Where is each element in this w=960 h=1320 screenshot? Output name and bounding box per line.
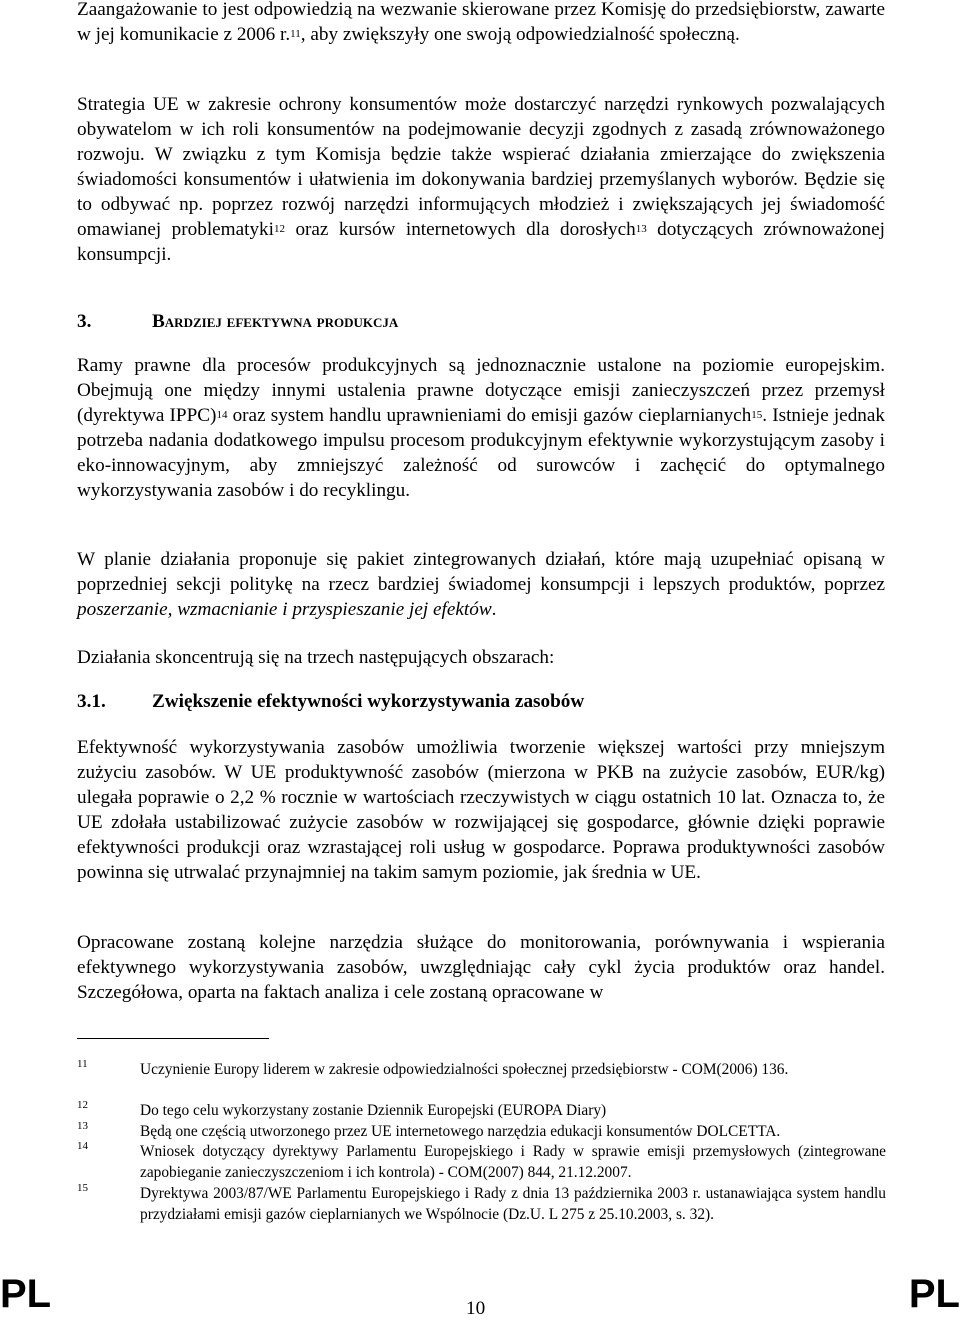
- page-number: 10: [466, 1298, 486, 1319]
- footnote-number: 11: [77, 1058, 88, 1070]
- footnote-number: 13: [77, 1120, 88, 1132]
- paragraph-text: . Istnieje jednak potrzeba nadania dodatkowego impulsu procesom produkcyjnym efektywnie wykorzystującym zasoby i eko-innowacyjnym, aby zmniejszyć zależność od surowców i zachęcić do optymalnego wykorzystywania zasobów i do recyklingu.: [77, 405, 885, 501]
- footnote-text: Do tego celu wykorzystany zostanie Dziennik Europejski (EUROPA Diary): [140, 1102, 607, 1119]
- paragraph-text: , aby zwiększyły one swoją odpowiedzialność społeczną.: [300, 24, 740, 45]
- paragraph-text: Zaangażowanie to jest odpowiedzią na wezwanie skierowane przez Komisję do przedsiębiorstw, zawarte w jej komunikacie z 2006 r.: [77, 0, 885, 45]
- footnote-ref-12: 12: [273, 223, 285, 235]
- footnote-text: Wniosek dotyczący dyrektywy Parlamentu Europejskiego i Rady w sprawie emisji przemysłowych (zintegrowane zapobieganie zanieczyszczeniom i ich kontrola) - COM(2007) 844, 21.12.2007.: [140, 1143, 886, 1181]
- footnote-ref-14: 14: [216, 409, 228, 421]
- paragraph-6: Efektywność wykorzystywania zasobów umożliwia tworzenie większej wartości przy mniejszym zużyciu zasobów. W UE produktywność zasobów (mierzona w PKB na zużycie zasobów, EUR/kg) ulegała poprawie o 2,2 % rocznie w wartościach rzeczywistych w ciągu ostatnich 10 lat. Oznacza to, że UE zdołała ustabilizować zużycie zasobów w rozwijającej się gospodarce, głównie dzięki poprawie efektywności produkcji oraz wzrastającej roli usług w gospodarce. Poprawa produktywności zasobów powinna się utrwalać przynajmniej na takim samym poziomie, jak średnia w UE.: [77, 737, 885, 883]
- paragraph-italic-text: poszerzanie, wzmacnianie i przyspieszanie jej efektów: [77, 599, 492, 620]
- language-code-left: PL: [0, 1272, 52, 1316]
- section-title-3: Bardziej efektywna produkcja: [152, 311, 399, 332]
- paragraph-1: [77, 0, 885, 47]
- paragraph-text: W planie działania proponuje się pakiet zintegrowanych działań, które mają uzupełniać opisaną w poprzedniej sekcji politykę na rzecz bardziej świadomej konsumpcji i lepszych produktów, poprzez: [77, 549, 885, 595]
- paragraph-5: Działania skoncentrują się na trzech następujących obszarach:: [77, 647, 555, 668]
- paragraph-3: [77, 353, 885, 503]
- footnote-number: 15: [77, 1182, 88, 1194]
- footnote-number: 14: [77, 1140, 88, 1152]
- section-number-3-1: 3.1.: [77, 691, 106, 712]
- footnote-text: Dyrektywa 2003/87/WE Parlamentu Europejskiego i Rady z dnia 13 października 2003 r. ustanawiająca system handlu przydziałami emisji gazów cieplarnianych we Wspólnocie (Dz.U. L 275 z 25.10.2003, s. 32).: [140, 1185, 886, 1223]
- paragraph-text: dotyczących zrównoważonej konsumpcji.: [77, 219, 885, 265]
- footnote-ref-11: 11: [290, 28, 301, 40]
- paragraph-text: oraz system handlu uprawnieniami do emisji gazów cieplarnianych: [227, 405, 752, 426]
- footnote-number: 12: [77, 1099, 88, 1111]
- footnote-ref-13: 13: [635, 223, 647, 235]
- footnote-text: Będą one częścią utworzonego przez UE internetowego narzędzia edukacji konsumentów DOLCETTA.: [140, 1123, 781, 1140]
- paragraph-2: [77, 92, 885, 267]
- section-title-3-1: Zwiększenie efektywności wykorzystywania zasobów: [152, 691, 585, 712]
- footnote-separator: [77, 1038, 269, 1039]
- paragraph-7: Opracowane zostaną kolejne narzędzia służące do monitorowania, porównywania i wspierania efektywnego wykorzystywania zasobów, uwzględniając cały cykl życia produktów oraz handel. Szczegółowa, oparta na faktach analiza i cele zostaną opracowane w: [77, 932, 885, 1003]
- paragraph-text: Strategia UE w zakresie ochrony konsumentów może dostarczyć narzędzi rynkowych pozwalających obywatelom w ich roli konsumentów na podejmowanie decyzji zgodnych z zasadą zrównoważonego rozwoju. W związku z tym Komisja będzie także wspierać działania zmierzające do zwiększenia świadomości konsumentów i ułatwienia im dokonywania bardziej przemyślanych wyborów. Będzie się to odbywać np. poprzez rozwój narzędzi informujących młodzież i zwiększających jej świadomość omawianej problematyki: [77, 94, 885, 240]
- footnote-text: Uczynienie Europy liderem w zakresie odpowiedzialności społecznej przedsiębiorstw - COM(2006) 136.: [140, 1061, 789, 1078]
- paragraph-text: Ramy prawne dla procesów produkcyjnych są jednoznacznie ustalone na poziomie europejskim. Obejmują one między innymi ustalenia prawne dotyczące emisji zanieczyszczeń przez przemysł (dyrektywa IPPC): [77, 355, 885, 426]
- section-number-3: 3.: [77, 311, 92, 332]
- paragraph-text: oraz kursów internetowych dla dorosłych: [284, 219, 636, 240]
- footnote-ref-15: 15: [751, 409, 763, 421]
- paragraph-text: .: [491, 599, 497, 620]
- paragraph-4: [77, 547, 885, 622]
- language-code-right: PL: [908, 1272, 960, 1316]
